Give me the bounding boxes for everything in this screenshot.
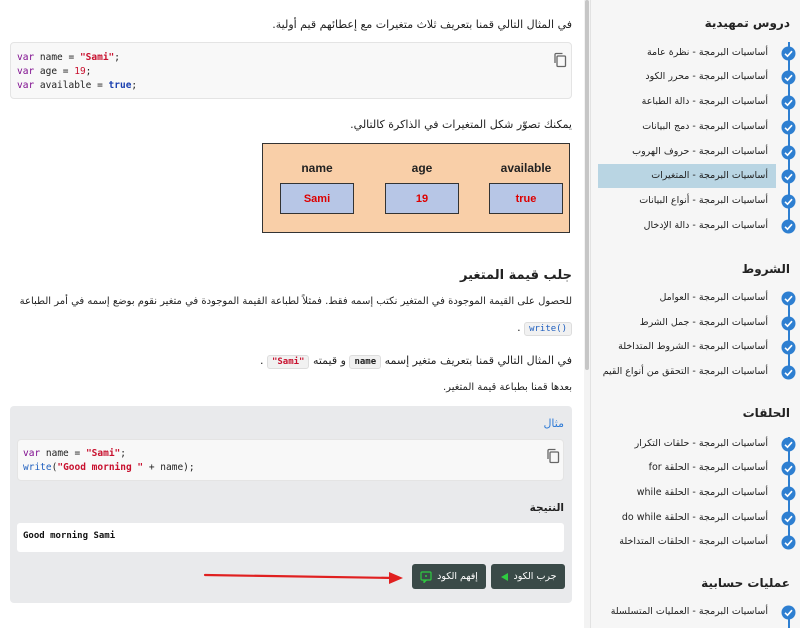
sidebar-lesson-item[interactable]: أساسيات البرمجة - الحلقة while — [636, 487, 768, 498]
copy-icon[interactable] — [546, 448, 560, 464]
check-circle-icon — [781, 365, 796, 380]
example-label: مثال — [543, 417, 564, 430]
check-circle-icon — [781, 120, 796, 135]
check-circle-icon — [781, 219, 796, 234]
sidebar-lesson-item[interactable]: أساسيات البرمجة - أنواع البيانات — [639, 195, 768, 206]
variable-name-label: name — [301, 161, 333, 175]
sidebar-lesson-item[interactable]: أساسيات البرمجة - محرر الكود — [645, 71, 768, 82]
copy-icon[interactable] — [553, 52, 567, 68]
sidebar-lesson-item[interactable]: أساسيات البرمجة - التحقق من أنواع القيم — [602, 366, 768, 377]
check-circle-icon — [781, 291, 796, 306]
intro-text: في المثال التالي قمنا بتعريف ثلاث متغيرات مع إعطائهم قيم أولية. — [272, 18, 572, 31]
result-label: النتيجة — [529, 502, 564, 514]
check-circle-icon — [781, 46, 796, 61]
variable-name-label: available — [500, 161, 552, 175]
memory-var-age — [385, 144, 459, 214]
example-code-line-2: write("Good morning " + name); — [23, 462, 195, 473]
result-output: Good morning Sami — [17, 523, 564, 552]
memory-caption: يمكنك تصوّر شكل المتغيرات في الذاكرة كالتالي. — [350, 118, 572, 131]
sidebar-lesson-item[interactable]: أساسيات البرمجة - دالة الإدخال — [643, 220, 768, 231]
code-block-variables — [10, 42, 572, 99]
chat-bubble-icon — [420, 571, 432, 583]
check-circle-icon — [781, 194, 796, 209]
section-title: جلب قيمة المتغير — [460, 268, 572, 283]
write-code-line: write() . — [517, 321, 572, 336]
example-code-line-1: var name = "Sami"; — [23, 448, 126, 459]
play-icon — [500, 572, 509, 582]
check-circle-icon — [781, 340, 796, 355]
sidebar-lesson-item[interactable]: أساسيات البرمجة - الحلقات المتداخلة — [619, 536, 768, 547]
inline-code-name: name — [349, 355, 381, 369]
sidebar-lesson-item-active[interactable]: أساسيات البرمجة - المتغيرات — [598, 164, 776, 188]
memory-diagram — [262, 143, 570, 233]
sidebar-lesson-item[interactable]: أساسيات البرمجة - العمليات المتسلسلة — [610, 606, 768, 617]
example-code-block — [17, 439, 564, 481]
sidebar-section-title: الشروط — [741, 262, 790, 276]
check-circle-icon — [781, 145, 796, 160]
sidebar-lesson-item[interactable]: أساسيات البرمجة - جمل الشرط — [639, 317, 768, 328]
sidebar-lesson-item[interactable]: أساسيات البرمجة - العوامل — [659, 292, 768, 303]
code-line-2: var age = 19; — [17, 66, 92, 77]
variable-value-box: 19 — [385, 183, 459, 214]
variable-value-box: true — [489, 183, 563, 214]
code-line-3: var available = true; — [17, 80, 138, 91]
check-circle-icon — [781, 605, 796, 620]
memory-var-available — [489, 144, 563, 214]
sidebar-lesson-item[interactable]: أساسيات البرمجة - الشروط المتداخلة — [618, 341, 768, 352]
check-circle-icon — [781, 316, 796, 331]
check-circle-icon — [781, 95, 796, 110]
check-circle-icon — [781, 486, 796, 501]
inline-code-sami: "Sami" — [267, 355, 310, 369]
sidebar-lesson-item[interactable]: أساسيات البرمجة - الحلقة for — [648, 462, 768, 473]
section-paragraph-2: في المثال التالي قمنا بتعريف متغير إسمه name و قيمته "Sami" . — [259, 354, 572, 367]
check-circle-icon — [781, 511, 796, 526]
sidebar-lesson-item[interactable]: أساسيات البرمجة - حلقات التكرار — [634, 438, 768, 449]
inline-code-write: write() — [524, 322, 572, 336]
code-line-1: var name = "Sami"; — [17, 52, 120, 63]
try-code-label: جرب الكود — [513, 571, 557, 582]
sidebar-lesson-item[interactable]: أساسيات البرمجة - دالة الطباعة — [641, 96, 768, 107]
check-circle-icon — [781, 169, 796, 184]
variable-name-label: age — [411, 161, 433, 175]
sidebar-lesson-item[interactable]: أساسيات البرمجة - حروف الهروب — [632, 146, 768, 157]
variable-value-box: Sami — [280, 183, 354, 214]
sidebar-lesson-item[interactable]: أساسيات البرمجة - نظرة عامة — [646, 47, 768, 58]
sidebar-lesson-item[interactable]: أساسيات البرمجة - دمج البيانات — [642, 121, 768, 132]
sidebar-lesson-item[interactable]: أساسيات البرمجة - الحلقة do while — [621, 512, 768, 523]
check-circle-icon — [781, 535, 796, 550]
check-circle-icon — [781, 437, 796, 452]
section-paragraph-1: للحصول على القيمة الموجودة في المتغير نكتب إسمه فقط. فمثلاً لطباعة القيمة الموجودة في متغير نقوم بوضع إسمه في أمر الطباعة — [19, 296, 572, 307]
sidebar-section-title: عمليات حسابية — [701, 576, 790, 590]
red-arrow-annotation — [203, 570, 408, 586]
section-paragraph-3: بعدها قمنا بطباعة قيمة المتغير. — [443, 382, 572, 393]
check-circle-icon — [781, 70, 796, 85]
explain-code-label: إفهم الكود — [437, 571, 478, 582]
memory-var-name — [280, 144, 354, 214]
check-circle-icon — [781, 461, 796, 476]
sidebar-section-title: الحلقات — [742, 406, 790, 420]
main-scrollbar-thumb[interactable] — [585, 0, 589, 370]
sidebar-section-title: دروس تمهيدية — [704, 16, 790, 30]
try-code-button[interactable] — [491, 564, 565, 589]
explain-code-button[interactable] — [412, 564, 486, 589]
